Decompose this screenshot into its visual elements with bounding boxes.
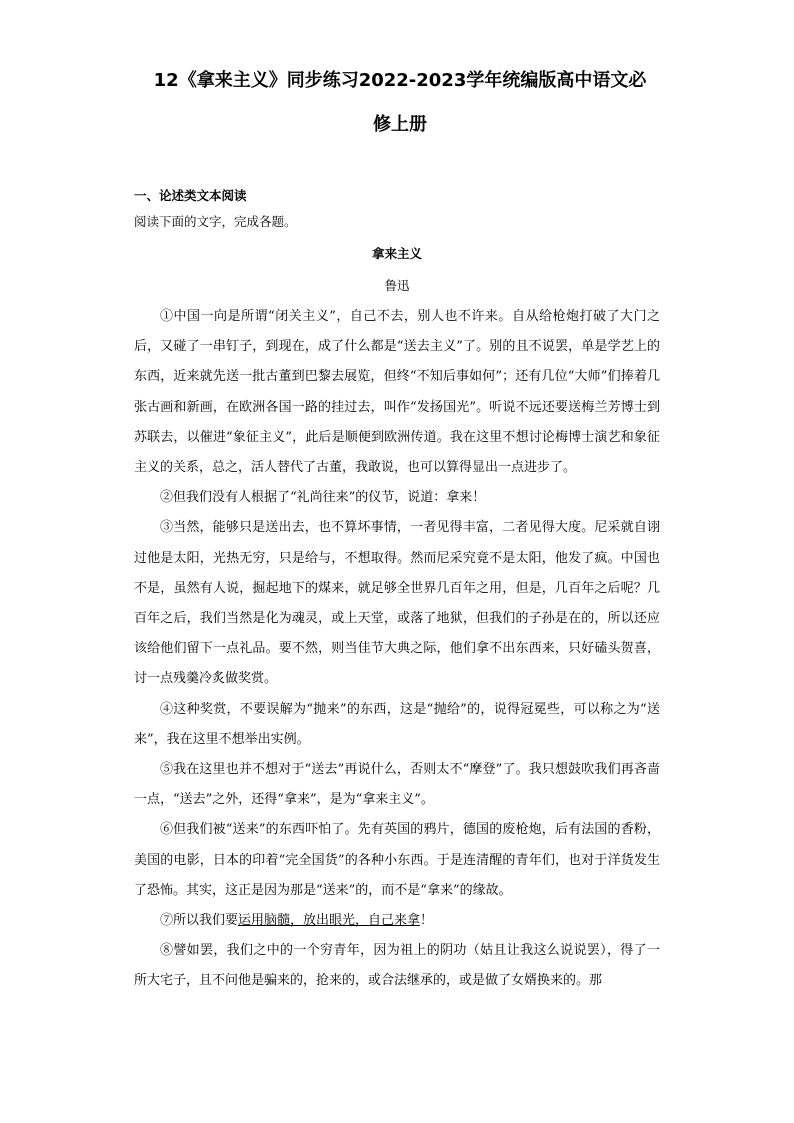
paragraph-6: ⑥但我们被“送来”的东西吓怕了。先有英国的鸦片，德国的废枪炮，后有法国的香粉，美国的电影，日本的印着“完全国货”的各种小东西。于是连清醒的青年们，也对于洋货发生了恐怖。其实，这正是因为那是“送来”的，而不是“拿来”的缘故。 — [134, 822, 660, 898]
article-author: 鲁迅 — [384, 278, 410, 293]
underlined-phrase: 运用脑髓，放出眼光，自己来拿 — [238, 913, 421, 929]
paragraph-5: ⑤我在这里也并不想对于“送去”再说什么，否则太不“摩登”了。我只想鼓吹我们再吝啬一点，“送去”之外，还得“拿来”，是为“拿来主义”。 — [134, 762, 660, 808]
paragraph-3: ③当然，能够只是送出去，也不算坏事情，一者见得丰富，二者见得大度。尼采就自诩过他是太阳，光热无穷，只是给与，不想取得。然而尼采究竟不是太阳，他发了疯。中国也不是，虽然有人说，掘起地下的煤来，就足够全世界几百年之用，但是，几百年之后呢？几百年之后，我们当然是化为魂灵，或上天堂，或落了地狱，但我们的子孙是在的，所以还应该给他们留下一点礼品。要不然，则当佳节大典之际，他们拿不出东西来，只好磕头贺喜，讨一点残羹冷炙做奖赏。 — [134, 520, 660, 687]
document-title-line-2: 修上册 — [373, 114, 427, 135]
article-title: 拿来主义 — [371, 246, 422, 261]
paragraph-7: ⑦所以我们要运用脑髓，放出眼光，自己来拿！ — [160, 913, 434, 929]
article-body — [134, 302, 660, 997]
section-heading: 一、论述类文本阅读 — [134, 188, 247, 203]
paragraph-1: ①中国一向是所谓“闭关主义”，自己不去，别人也不许来。自从给枪炮打破了大门之后，又碰了一串钉子，到现在，成了什么都是“送去主义”了。别的且不说罢，单是学艺上的东西，近来就先送一批古董到巴黎去展览，但终“不知后事如何”；还有几位“大师”们捧着几张古画和新画，在欧洲各国一路的挂过去，叫作“发扬国光”。听说不远还要送梅兰芳博士到苏联去，以催进“象征主义”，此后是顺便到欧洲传道。我在这里不想讨论梅博士演艺和象征主义的关系，总之，活人替代了古董，我敢说，也可以算得显出一点进步了。 — [134, 309, 660, 476]
document-title-line-1: 12《拿来主义》同步练习2022-2023学年统编版高中语文必 — [153, 70, 647, 91]
paragraph-4: ④这种奖赏，不要误解为“抛来”的东西，这是“抛给”的，说得冠冕些，可以称之为“送来”，我在这里不想举出实例。 — [134, 701, 660, 747]
paragraph-8: ⑧譬如罢，我们之中的一个穷青年，因为祖上的阴功（姑且让我这么说说罢），得了一所大宅子，且不问他是骗来的，抢来的，或合法继承的，或是做了女婿换来的。那 — [134, 943, 660, 989]
paragraph-2: ②但我们没有人根据了“礼尚往来”的仪节，说道：拿来！ — [160, 490, 486, 506]
reading-instruction: 阅读下面的文字，完成各题。 — [134, 214, 297, 229]
